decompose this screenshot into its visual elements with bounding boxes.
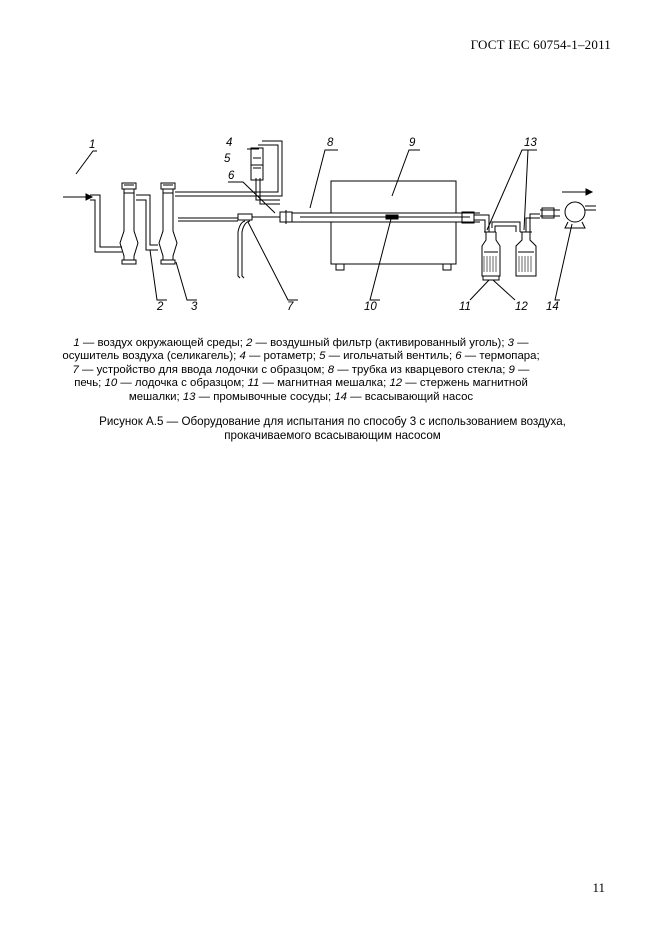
legend-text: — игольчатый вентиль;	[325, 350, 456, 363]
air-dryer	[159, 183, 177, 264]
legend-num: 3	[507, 337, 515, 349]
label-6: 6	[228, 170, 235, 182]
legend-text: — лодочка с образцом;	[117, 377, 248, 390]
legend-num: 7	[72, 363, 79, 376]
legend-text: — магнитная мешалка;	[259, 377, 390, 390]
page-number: 11	[592, 880, 605, 895]
legend-text: — осушитель воздуха (селикагель);	[62, 337, 529, 363]
legend-num: 9	[508, 363, 515, 376]
legend-text: — ротаметр;	[245, 350, 320, 363]
label-3: 3	[191, 301, 198, 313]
legend-num: 1	[73, 337, 80, 349]
legend-text: — воздух окружающей среды;	[79, 337, 247, 349]
legend-num: 4	[239, 350, 246, 363]
label-11: 11	[459, 301, 471, 313]
link-pipe	[136, 195, 158, 250]
rotameter	[251, 148, 263, 180]
legend-num: 13	[182, 390, 196, 403]
label-4: 4	[226, 137, 233, 149]
label-14: 14	[546, 301, 559, 313]
pump-outlet-arrow	[562, 189, 592, 195]
pump-pipe	[540, 210, 560, 216]
legend-text: — термопара;	[461, 350, 540, 363]
rotameter-return-pipe	[256, 178, 280, 204]
legend-text: — всасывающий насос	[347, 390, 474, 403]
air-filter	[120, 183, 138, 264]
suction-pump	[565, 202, 596, 228]
figure-caption	[40, 415, 625, 442]
label-2: 2	[157, 301, 164, 313]
label-10: 10	[364, 301, 377, 313]
washing-bottle-1	[482, 232, 500, 280]
legend-num: 6	[455, 350, 462, 363]
label-7: 7	[287, 301, 294, 313]
legend-text: — промывочные сосуды;	[195, 390, 335, 403]
sample-rod	[178, 218, 238, 221]
legend-text: — стержень магнитной мешалки;	[128, 377, 528, 403]
washing-bottle-2	[516, 232, 536, 276]
sample-boat	[386, 215, 398, 219]
legend-text: — трубка из кварцевого стекла;	[334, 363, 509, 376]
dryer-outlet-pipe	[175, 141, 282, 196]
label-5: 5	[224, 153, 231, 165]
label-12: 12	[515, 301, 528, 313]
boat-introduction-device	[238, 214, 252, 278]
label-8: 8	[327, 137, 334, 149]
legend-num: 10	[104, 377, 118, 390]
furnace	[331, 181, 456, 270]
legend-num: 5	[319, 350, 326, 363]
legend-num: 14	[334, 390, 348, 403]
label-1: 1	[89, 139, 96, 151]
figure-legend	[58, 337, 544, 404]
legend-text: — печь;	[74, 363, 530, 390]
legend-num: 12	[389, 377, 403, 390]
caption-line-1: Рисунок А.5 — Оборудование для испытания по способу 3 с использованием воздуха,	[99, 415, 566, 428]
apparatus-diagram	[0, 0, 661, 330]
standard-code: ГОСТ IEC 60754-1–2011	[470, 37, 611, 52]
label-9: 9	[409, 137, 416, 149]
label-13: 13	[524, 137, 537, 149]
inlet-pipe	[90, 195, 122, 252]
legend-text: — воздушный фильтр (активированный уголь);	[252, 337, 508, 349]
legend-text: — устройство для ввода лодочки с образцом;	[78, 363, 328, 376]
legend-num: 2	[246, 337, 253, 349]
caption-line-2: прокачиваемого всасывающим насосом	[224, 428, 441, 442]
air-inlet-arrow	[63, 194, 92, 200]
legend-num: 11	[247, 377, 260, 390]
legend-num: 8	[327, 363, 335, 376]
